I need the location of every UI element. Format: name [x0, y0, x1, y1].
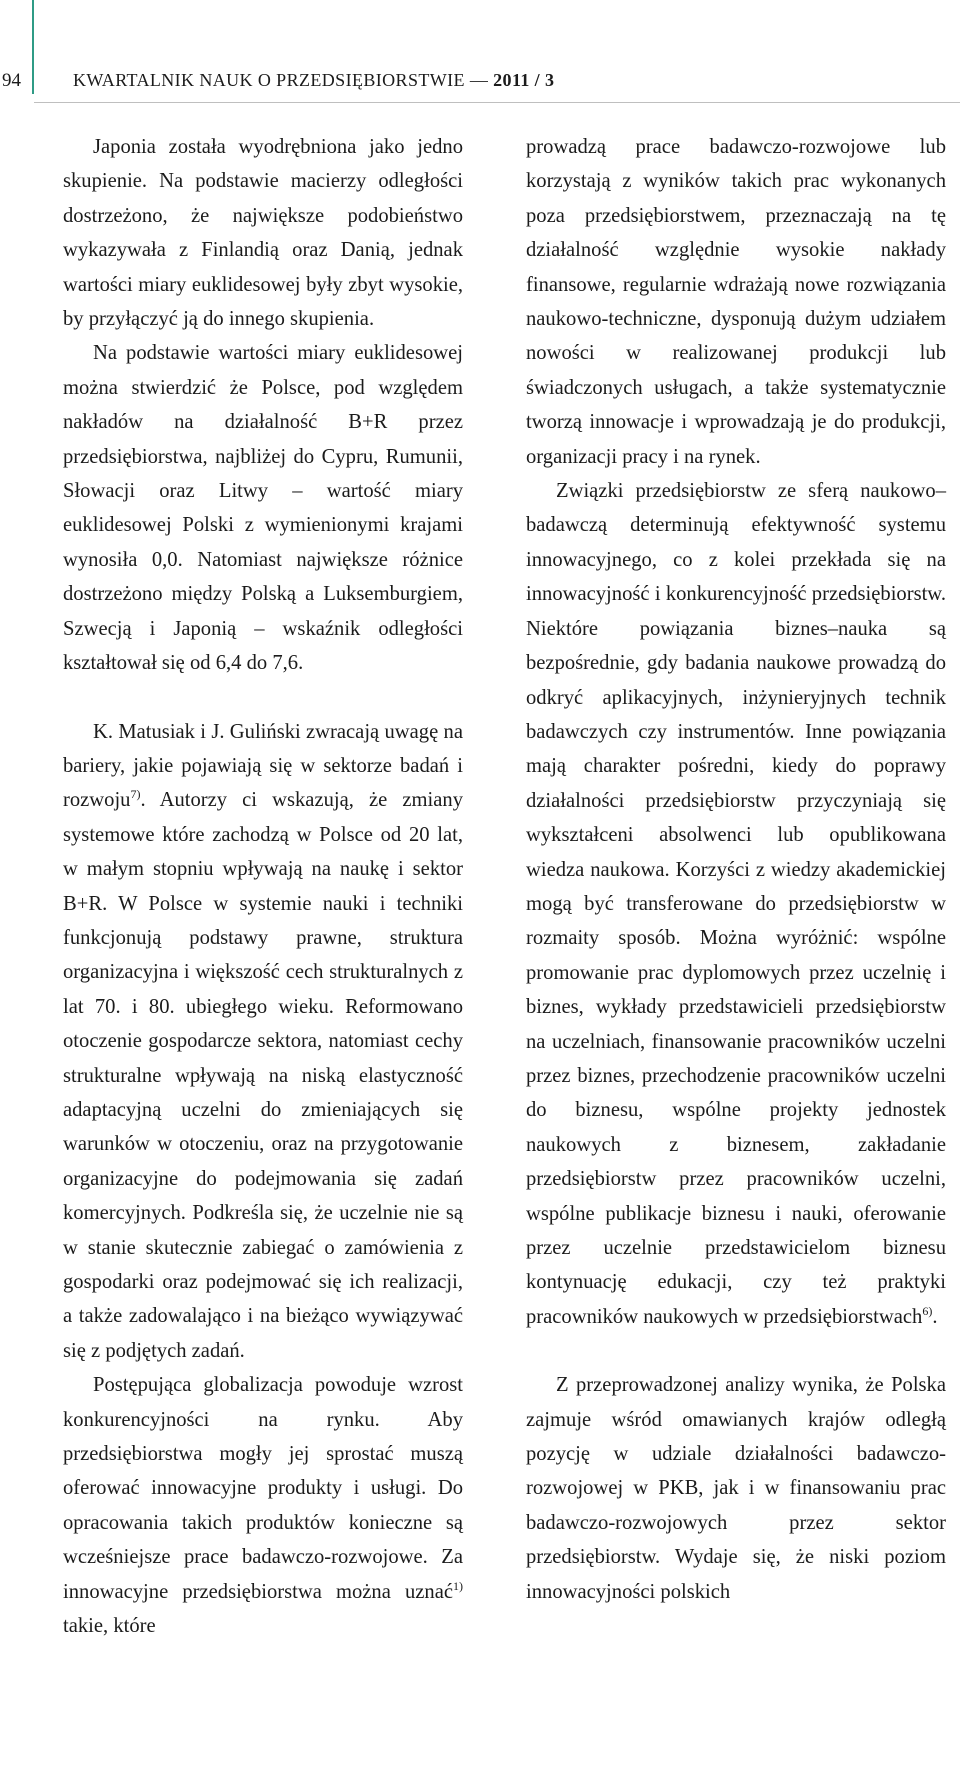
paragraph: Z przeprowadzonej analizy wynika, że Polska zajmuje wśród omawianych krajów odległą pozycję w udziale działalności badawczo-rozwojowej w PKB, jak i w finansowaniu prac badawczo-rozwojowych przez sektor przedsiębiorstw. Wydaje się, że niski poziom innowacyjności polskich: [526, 1374, 946, 1603]
left-column: [63, 130, 463, 1643]
header-divider: [34, 102, 960, 103]
text-run: . Autorzy ci wskazują, że zmiany systemowe które zachodzą w Polsce od 20 lat, w małym stopniu wpływają na naukę i sektor B+R. W Polsce w systemie nauki i techniki funkcjonują podstawy prawne, struktura organizacyjna i większość cech strukturalnych z lat 70. i 80. ubiegłego wieku. Reformowano otoczenie gospodarcze sektora, natomiast cechy strukturalne wpływają na niską elastyczność adaptacyjną uczelni do zmieniających się warunków w otoczeniu, oraz na przygotowanie organizacyjne do podejmowania się zadań komercyjnych. Podkreśla się, że uczelnie nie są w stanie skutecznie zabiegać o zamówienia z gospodarki oraz podejmować się ich realizacji, a także zadowalająco i na bieżąco wywiązywać się z podjętych zadań.: [63, 789, 463, 1362]
text-run: Postępująca globalizacja powoduje wzrost konkurencyjności na rynku. Aby przedsiębiorstwa mogły jej sprostać muszą oferować innowacyjne produkty i usługi. Do opracowania takich produktów konieczne są wcześniejsze prace badawczo-rozwojowe. Za innowacyjne przedsiębiorstwa można uznać: [63, 1374, 463, 1603]
text-run: .: [932, 1305, 938, 1328]
journal-title: KWARTALNIK NAUK O PRZEDSIĘBIORSTWIE —: [73, 70, 489, 90]
page-number: 94: [2, 70, 21, 91]
running-header: [73, 70, 554, 91]
paragraph: [526, 474, 946, 1334]
issue-number: 2011 / 3: [493, 70, 555, 90]
footnote-ref: 7): [130, 787, 141, 802]
paragraph: Na podstawie wartości miary euklidesowej można stwierdzić że Polsce, pod względem nakładów na działalność B+R przez przedsiębiorstwa, najbliżej do Cypru, Rumunii, Słowacji oraz Litwy – wartość miary euklidesowej Polski z wymienionymi krajami wynosiła 0,0. Natomiast największe różnice dostrzeżono między Polską a Luksemburgiem, Szwecją i Japonią – wskaźnik odległości kształtował się od 6,4 do 7,6.: [63, 342, 463, 675]
right-column: [526, 130, 946, 1609]
text-run: Związki przedsiębiorstw ze sferą naukowo–badawczą determinują efektywność systemu innowacyjnego, co z kolei przekłada się na innowacyjność i konkurencyjność przedsiębiorstw. Niektóre powiązania biznes–nauka są bezpośrednie, gdy badania naukowe prowadzą do odkryć aplikacyjnych, inżynieryjnych technik badawczych czy instrumentów. Inne powiązania mają charakter pośredni, kiedy do poprawy działalności przedsiębiorstw przyczyniają się wykształceni absolwenci lub opublikowana wiedza naukowa. Korzyści z wiedzy akademickiej mogą być transferowane do przedsiębiorstw w rozmaity sposób. Można wyróżnić: wspólne promowanie prac dyplomowych przez uczelnię i biznes, wykłady przedstawicieli przedsiębiorstw na uczelniach, finansowanie pracowników uczelni przez biznes, przechodzenie pracowników uczelni do biznesu, wspólne projekty jednostek naukowych z biznesem, zakładanie przedsiębiorstw przez pracowników uczelni, wspólne publikacje biznesu i nauki, oferowanie przez uczelnie przedstawicielom biznesu kontynuację edukacji, czy też praktyki pracowników naukowych w przedsiębiorstwach: [526, 480, 946, 1328]
paragraph: [63, 715, 463, 1369]
text-run: takie, które: [63, 1615, 156, 1638]
footnote-ref: 6): [922, 1303, 933, 1318]
margin-accent-line: [32, 0, 34, 94]
paragraph: prowadzą prace badawczo-rozwojowe lub korzystają z wyników takich prac wykonanych poza przedsiębiorstwem, przeznaczają na tę działalność względnie wysokie nakłady finansowe, regularnie wdrażają nowe rozwiązania naukowo-techniczne, dysponują dużym udziałem nowości w realizowanej produkcji lub świadczonych usługach, a także systematycznie tworzą innowacje i wprowadzają je do produkcji, organizacji pracy i na rynek.: [526, 136, 946, 468]
text-run: K. Matusiak i J. Guliński zwracają uwagę na bariery, jakie pojawiają się w sektorze badań i rozwoju: [63, 720, 463, 812]
footnote-ref: 1): [453, 1578, 463, 1593]
paragraph: Japonia została wyodrębniona jako jedno skupienie. Na podstawie macierzy odległości dostrzeżono, że największe podobieństwo wykazywała z Finlandią oraz Danią, jednak wartości miary euklidesowej były zbyt wysokie, by przyłączyć ją do innego skupienia.: [63, 136, 463, 331]
paragraph: [63, 1368, 463, 1643]
